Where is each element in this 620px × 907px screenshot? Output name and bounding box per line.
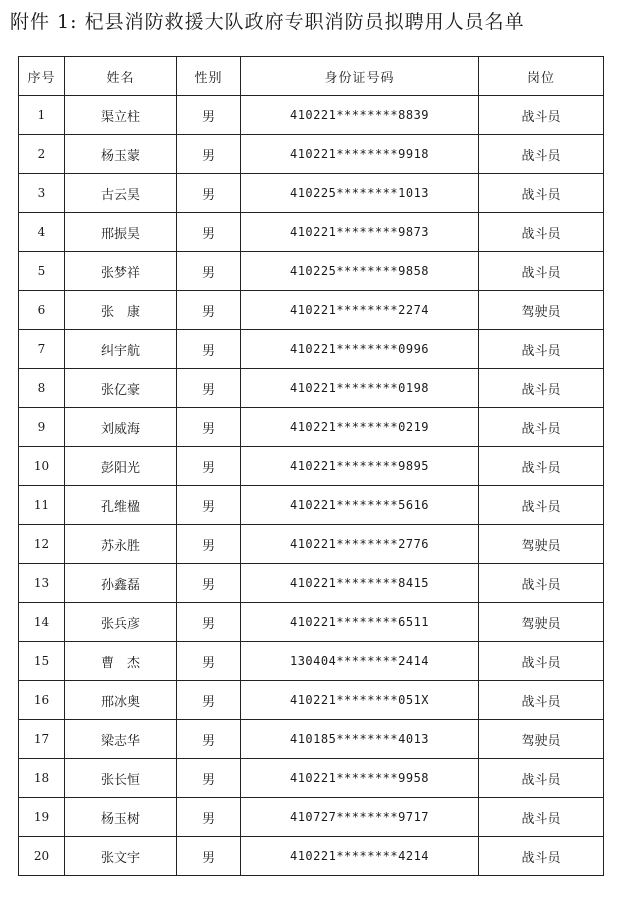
cell-id-number: 410221********5616: [241, 486, 479, 525]
cell-id-number: 410221********9918: [241, 135, 479, 174]
cell-id-number: 130404********2414: [241, 642, 479, 681]
cell-position: 战斗员: [479, 174, 604, 213]
cell-gender: 男: [177, 408, 241, 447]
cell-position: 战斗员: [479, 642, 604, 681]
table-header-row: [19, 57, 604, 96]
cell-seq: 4: [19, 213, 65, 252]
cell-seq: 5: [19, 252, 65, 291]
cell-gender: 男: [177, 681, 241, 720]
cell-name: 渠立柱: [65, 96, 177, 135]
cell-name: 孙鑫磊: [65, 564, 177, 603]
cell-name: 张亿豪: [65, 369, 177, 408]
cell-position: 驾驶员: [479, 603, 604, 642]
cell-position: 战斗员: [479, 759, 604, 798]
page-title: 附件 1: 杞县消防救援大队政府专职消防员拟聘用人员名单: [10, 11, 525, 33]
table-row: [19, 720, 604, 759]
cell-position: 战斗员: [479, 837, 604, 876]
header-gender: 性别: [177, 57, 241, 96]
cell-name: 杨玉树: [65, 798, 177, 837]
cell-position: 战斗员: [479, 330, 604, 369]
cell-position: 战斗员: [479, 798, 604, 837]
cell-id-number: 410727********9717: [241, 798, 479, 837]
cell-id-number: 410221********6511: [241, 603, 479, 642]
table-row: [19, 330, 604, 369]
cell-seq: 16: [19, 681, 65, 720]
table-row: [19, 759, 604, 798]
cell-id-number: 410221********8839: [241, 96, 479, 135]
cell-gender: 男: [177, 447, 241, 486]
cell-seq: 18: [19, 759, 65, 798]
cell-id-number: 410225********1013: [241, 174, 479, 213]
table-row: [19, 408, 604, 447]
cell-position: 战斗员: [479, 252, 604, 291]
cell-position: 战斗员: [479, 369, 604, 408]
table-row: [19, 96, 604, 135]
cell-position: 战斗员: [479, 213, 604, 252]
cell-name: 邢冰奥: [65, 681, 177, 720]
cell-id-number: 410221********2274: [241, 291, 479, 330]
cell-position: 战斗员: [479, 681, 604, 720]
cell-id-number: 410221********0219: [241, 408, 479, 447]
table-row: [19, 681, 604, 720]
cell-seq: 6: [19, 291, 65, 330]
cell-position: 战斗员: [479, 135, 604, 174]
cell-seq: 14: [19, 603, 65, 642]
cell-gender: 男: [177, 720, 241, 759]
cell-gender: 男: [177, 525, 241, 564]
table-row: [19, 564, 604, 603]
table-row: [19, 603, 604, 642]
cell-name: 张梦祥: [65, 252, 177, 291]
cell-seq: 9: [19, 408, 65, 447]
cell-gender: 男: [177, 174, 241, 213]
table-row: [19, 291, 604, 330]
cell-name: 曹 杰: [65, 642, 177, 681]
cell-seq: 12: [19, 525, 65, 564]
cell-gender: 男: [177, 369, 241, 408]
cell-id-number: 410221********9873: [241, 213, 479, 252]
cell-seq: 7: [19, 330, 65, 369]
cell-seq: 11: [19, 486, 65, 525]
cell-seq: 2: [19, 135, 65, 174]
cell-seq: 3: [19, 174, 65, 213]
cell-id-number: 410221********4214: [241, 837, 479, 876]
cell-position: 驾驶员: [479, 720, 604, 759]
cell-name: 纠宇航: [65, 330, 177, 369]
cell-name: 张 康: [65, 291, 177, 330]
cell-name: 古云昊: [65, 174, 177, 213]
cell-gender: 男: [177, 486, 241, 525]
cell-seq: 17: [19, 720, 65, 759]
table-row: [19, 447, 604, 486]
table-row: [19, 213, 604, 252]
table-row: [19, 642, 604, 681]
cell-seq: 19: [19, 798, 65, 837]
header-position: 岗位: [479, 57, 604, 96]
personnel-table: [18, 56, 604, 876]
cell-id-number: 410225********9858: [241, 252, 479, 291]
cell-position: 战斗员: [479, 408, 604, 447]
cell-name: 邢振昊: [65, 213, 177, 252]
cell-name: 张兵彦: [65, 603, 177, 642]
cell-gender: 男: [177, 603, 241, 642]
cell-name: 张文宇: [65, 837, 177, 876]
cell-gender: 男: [177, 759, 241, 798]
header-id-number: 身份证号码: [241, 57, 479, 96]
cell-id-number: 410221********8415: [241, 564, 479, 603]
cell-id-number: 410221********0198: [241, 369, 479, 408]
table-row: [19, 369, 604, 408]
header-name: 姓名: [65, 57, 177, 96]
cell-name: 彭阳光: [65, 447, 177, 486]
cell-seq: 10: [19, 447, 65, 486]
cell-gender: 男: [177, 564, 241, 603]
table-row: [19, 135, 604, 174]
cell-seq: 8: [19, 369, 65, 408]
cell-gender: 男: [177, 135, 241, 174]
cell-position: 战斗员: [479, 564, 604, 603]
cell-name: 杨玉蒙: [65, 135, 177, 174]
cell-id-number: 410221********9895: [241, 447, 479, 486]
cell-seq: 1: [19, 96, 65, 135]
table-row: [19, 798, 604, 837]
cell-position: 战斗员: [479, 447, 604, 486]
cell-gender: 男: [177, 837, 241, 876]
cell-id-number: 410221********2776: [241, 525, 479, 564]
cell-gender: 男: [177, 330, 241, 369]
cell-seq: 20: [19, 837, 65, 876]
cell-gender: 男: [177, 798, 241, 837]
cell-position: 战斗员: [479, 96, 604, 135]
table-row: [19, 837, 604, 876]
table-body: [19, 96, 604, 876]
cell-name: 苏永胜: [65, 525, 177, 564]
table-row: [19, 174, 604, 213]
cell-id-number: 410185********4013: [241, 720, 479, 759]
cell-name: 孔维楹: [65, 486, 177, 525]
cell-id-number: 410221********9958: [241, 759, 479, 798]
cell-id-number: 410221********051X: [241, 681, 479, 720]
cell-position: 驾驶员: [479, 525, 604, 564]
table-row: [19, 525, 604, 564]
cell-gender: 男: [177, 96, 241, 135]
table-row: [19, 252, 604, 291]
cell-gender: 男: [177, 213, 241, 252]
cell-seq: 13: [19, 564, 65, 603]
cell-id-number: 410221********0996: [241, 330, 479, 369]
cell-gender: 男: [177, 252, 241, 291]
cell-position: 驾驶员: [479, 291, 604, 330]
header-seq: 序号: [19, 57, 65, 96]
cell-name: 刘威海: [65, 408, 177, 447]
cell-seq: 15: [19, 642, 65, 681]
cell-gender: 男: [177, 642, 241, 681]
cell-position: 战斗员: [479, 486, 604, 525]
table-row: [19, 486, 604, 525]
cell-gender: 男: [177, 291, 241, 330]
cell-name: 梁志华: [65, 720, 177, 759]
cell-name: 张长恒: [65, 759, 177, 798]
